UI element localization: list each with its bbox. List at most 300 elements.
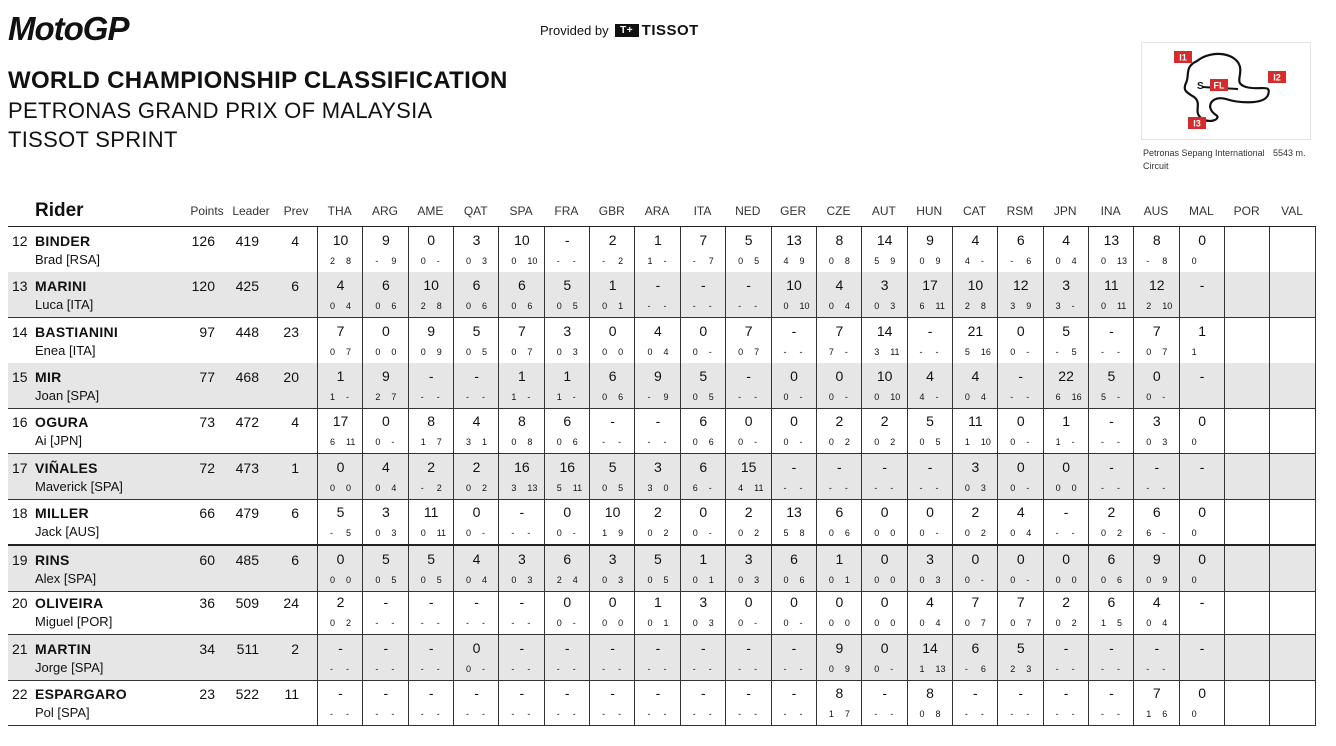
gp-feature-points: - — [1026, 575, 1030, 586]
gp-sprint-points: - — [602, 663, 606, 674]
gp-feature-points: - — [1071, 663, 1075, 674]
gp-sprint-points: 0 — [1010, 482, 1016, 493]
gp-feature-points: 9 — [1026, 301, 1032, 312]
gp-feature-points: - — [572, 256, 576, 266]
gp-race-points: - — [746, 685, 751, 701]
gp-result-cell — [997, 318, 1043, 363]
rider-first-name: Maverick [SPA] — [35, 478, 123, 494]
gp-sprint-points: 0 — [1055, 618, 1061, 629]
gp-sprint-points: 6 — [919, 301, 925, 312]
gp-race-points: 1 — [517, 367, 526, 384]
gp-race-points: 10 — [423, 277, 439, 294]
gp-result-cell — [1269, 318, 1316, 363]
rider-first-name: Ai [JPN] — [35, 433, 82, 449]
gp-sprint-points: - — [375, 618, 379, 629]
gp-result-cell — [1133, 546, 1179, 591]
rider-gap-prev: 20 — [283, 368, 299, 385]
gp-result-cell — [1043, 635, 1089, 680]
gp-race-points: 4 — [1062, 232, 1070, 248]
gp-sprint-points: 1 — [919, 663, 925, 674]
gp-race-points: 0 — [563, 503, 572, 520]
gp-result-cell — [1224, 318, 1270, 363]
gp-result-cell — [544, 272, 590, 317]
svg-text:I3: I3 — [1193, 118, 1201, 129]
rider-points: 34 — [199, 640, 215, 657]
column-header-gp: CZE — [826, 204, 851, 218]
gp-race-points: 8 — [427, 413, 436, 430]
gp-result-cell — [317, 227, 363, 272]
gp-race-points: 6 — [790, 551, 798, 568]
gp-sprint-points: - — [692, 256, 696, 266]
gp-feature-points: - — [980, 256, 984, 266]
gp-result-cell — [1269, 408, 1316, 453]
gp-result-cell — [544, 680, 590, 725]
gp-feature-points: 0 — [890, 575, 896, 586]
gp-race-points: 2 — [336, 594, 345, 611]
gp-result-cell — [1179, 680, 1225, 725]
gp-race-points: - — [564, 639, 570, 656]
gp-race-points: 13 — [786, 503, 802, 520]
gp-feature-points: - — [799, 482, 803, 493]
gp-result-cell — [725, 499, 771, 544]
gp-race-points: 5 — [608, 458, 617, 475]
gp-result-cell — [453, 318, 499, 363]
gp-sprint-points: 0 — [647, 575, 653, 586]
gp-result-cell — [1133, 680, 1179, 725]
gp-sprint-points: - — [692, 709, 696, 719]
gp-result-cell — [725, 227, 771, 272]
gp-race-points: 9 — [835, 639, 844, 656]
gp-feature-points: - — [1071, 709, 1075, 719]
gp-race-points: - — [927, 322, 933, 339]
rider-points: 72 — [199, 459, 215, 476]
gp-feature-points: 5 — [618, 482, 624, 493]
gp-result-cell — [771, 589, 817, 634]
gp-race-points: - — [746, 639, 751, 656]
gp-result-cell — [634, 272, 680, 317]
gp-feature-points: 1 — [708, 575, 714, 586]
gp-sprint-points: - — [1055, 663, 1059, 674]
gp-race-points: 7 — [1152, 685, 1161, 701]
rider-last-name: OGURA — [35, 414, 89, 431]
gp-result-cell — [816, 546, 862, 591]
gp-result-cell — [498, 363, 544, 408]
gp-race-points: 0 — [1016, 322, 1025, 339]
gp-result-cell — [1179, 635, 1225, 680]
table-row — [8, 635, 1316, 681]
gp-result-cell — [725, 408, 771, 453]
gp-race-points: 10 — [332, 232, 349, 248]
gp-sprint-points: 0 — [828, 618, 834, 629]
rider-position: 13 — [12, 278, 28, 295]
gp-result-cell — [1133, 227, 1179, 272]
gp-sprint-points: 0 — [602, 391, 608, 402]
gp-feature-points: 3 — [708, 618, 714, 629]
gp-race-points: 14 — [922, 639, 938, 656]
gp-result-cell — [771, 454, 817, 499]
gp-sprint-points: 0 — [375, 437, 381, 448]
gp-sprint-points: - — [420, 709, 424, 719]
gp-result-cell — [1179, 589, 1225, 634]
gp-sprint-points: 0 — [1055, 256, 1061, 266]
gp-sprint-points: 2 — [556, 575, 562, 586]
rider-last-name: MIR — [35, 368, 62, 385]
gp-race-points: 5 — [699, 367, 708, 384]
gp-race-points: - — [1109, 458, 1114, 475]
gp-race-points: 12 — [1149, 277, 1165, 294]
gp-race-points: 12 — [1012, 277, 1029, 294]
gp-race-points: 6 — [1107, 594, 1116, 611]
gp-sprint-points: 0 — [738, 437, 744, 448]
gp-result-cell — [1088, 227, 1134, 272]
gp-sprint-points: 1 — [556, 391, 562, 402]
gp-race-points: - — [519, 639, 525, 656]
gp-feature-points: - — [1116, 663, 1120, 674]
gp-race-points: 2 — [472, 458, 481, 475]
gp-result-cell — [544, 318, 590, 363]
svg-text:S: S — [1197, 81, 1204, 92]
gp-race-points: - — [655, 639, 661, 656]
gp-feature-points: - — [527, 527, 531, 538]
rider-position: 18 — [12, 504, 28, 521]
gp-race-points: 0 — [1198, 503, 1207, 520]
gp-result-cell — [589, 318, 635, 363]
gp-result-cell — [680, 272, 726, 317]
gp-race-points: 6 — [835, 503, 844, 520]
gp-race-points: 6 — [563, 551, 572, 568]
gp-sprint-points: 0 — [1055, 575, 1061, 586]
gp-race-points: 16 — [559, 458, 576, 475]
gp-race-points: 4 — [926, 594, 934, 611]
gp-race-points: - — [746, 277, 751, 294]
gp-race-points: 0 — [336, 551, 345, 568]
gp-feature-points: - — [935, 527, 939, 538]
gp-race-points: - — [1154, 639, 1160, 656]
gp-race-points: 1 — [336, 367, 345, 384]
rider-position: 15 — [12, 368, 28, 385]
gp-race-points: 4 — [926, 367, 934, 384]
gp-feature-points: 8 — [1162, 256, 1168, 266]
gp-feature-points: 2 — [754, 527, 760, 538]
gp-feature-points: 4 — [663, 346, 669, 357]
gp-sprint-points: 0 — [420, 346, 426, 357]
gp-race-points: - — [428, 367, 434, 384]
gp-feature-points: - — [346, 391, 349, 402]
rider-last-name: BASTIANINI — [35, 323, 119, 340]
gp-race-points: 2 — [971, 503, 980, 520]
gp-feature-points: - — [754, 663, 758, 674]
gp-sprint-points: 0 — [919, 709, 925, 719]
gp-race-points: 0 — [608, 322, 617, 339]
gp-feature-points: 11 — [935, 301, 945, 312]
gp-race-points: 3 — [381, 503, 390, 520]
gp-race-points: 7 — [1016, 594, 1025, 611]
gp-sprint-points: 6 — [1146, 527, 1152, 538]
gp-feature-points: 9 — [844, 663, 850, 674]
gp-race-points: 7 — [835, 322, 844, 339]
gp-sprint-points: 0 — [1100, 527, 1106, 538]
gp-result-cell — [1088, 546, 1134, 591]
gp-feature-points: 11 — [572, 482, 583, 493]
gp-sprint-points: 0 — [1010, 618, 1016, 629]
gp-result-cell — [408, 363, 454, 408]
gp-race-points: 22 — [1058, 367, 1074, 384]
gp-result-cell — [816, 680, 862, 725]
gp-result-cell — [317, 408, 363, 453]
gp-result-cell — [408, 546, 454, 591]
gp-result-cell — [1088, 363, 1134, 408]
gp-result-cell — [589, 272, 635, 317]
gp-result-cell — [816, 318, 862, 363]
gp-sprint-points: 0 — [556, 437, 562, 448]
gp-result-cell — [1224, 635, 1270, 680]
gp-race-points: - — [564, 685, 570, 701]
gp-feature-points: - — [436, 391, 440, 402]
gp-feature-points: 5 — [708, 391, 714, 402]
gp-feature-points: 16 — [1071, 391, 1082, 402]
gp-result-cell — [544, 363, 590, 408]
gp-feature-points: 6 — [482, 301, 488, 312]
gp-feature-points: 2 — [618, 256, 624, 266]
gp-sprint-points: 1 — [1146, 709, 1152, 719]
gp-result-cell — [498, 318, 544, 363]
rider-gap-leader: 522 — [235, 686, 259, 702]
gp-result-cell — [997, 546, 1043, 591]
gp-feature-points: 4 — [980, 391, 986, 402]
gp-sprint-points: 0 — [783, 618, 789, 629]
gp-result-cell — [317, 363, 363, 408]
gp-sprint-points: - — [420, 482, 424, 493]
gp-feature-points: - — [708, 301, 712, 312]
gp-race-points: 2 — [835, 413, 844, 430]
gp-sprint-points: 5 — [874, 256, 880, 266]
gp-sprint-points: 0 — [1191, 575, 1197, 586]
gp-feature-points: 6 — [980, 663, 986, 674]
gp-race-points: 0 — [1016, 551, 1025, 568]
gp-result-cell — [589, 546, 635, 591]
gp-result-cell — [1224, 680, 1270, 725]
gp-race-points: 3 — [517, 551, 526, 568]
gp-result-cell — [997, 680, 1043, 725]
gp-feature-points: 0 — [663, 482, 669, 493]
gp-feature-points: - — [482, 618, 486, 629]
column-header-gp: NED — [735, 204, 761, 218]
gp-result-cell — [1269, 635, 1316, 680]
gp-feature-points: - — [391, 618, 395, 629]
gp-feature-points: - — [935, 346, 939, 357]
gp-race-points: - — [1199, 277, 1205, 294]
gp-sprint-points: - — [1055, 346, 1059, 357]
gp-sprint-points: 0 — [602, 482, 608, 493]
gp-race-points: 0 — [427, 232, 436, 248]
gp-sprint-points: - — [1146, 256, 1150, 266]
gp-sprint-points: - — [738, 663, 742, 674]
gp-sprint-points: - — [1055, 709, 1059, 719]
rider-position: 16 — [12, 414, 28, 431]
gp-sprint-points: - — [783, 709, 787, 719]
gp-result-cell — [498, 408, 544, 453]
gp-feature-points: - — [799, 709, 803, 719]
gp-feature-points: - — [1026, 391, 1030, 402]
gp-race-points: 9 — [427, 322, 436, 339]
gp-race-points: - — [1109, 685, 1114, 701]
gp-result-cell — [861, 635, 907, 680]
rider-gap-leader: 448 — [235, 323, 259, 340]
gp-sprint-points: 0 — [1055, 482, 1061, 493]
column-header-gp: POR — [1233, 204, 1260, 218]
gp-sprint-points: 1 — [1191, 346, 1197, 357]
gp-result-cell — [453, 454, 499, 499]
column-header-gp: ITA — [693, 204, 712, 218]
gp-result-cell — [725, 454, 771, 499]
gp-race-points: - — [746, 367, 751, 384]
rider-first-name: Luca [ITA] — [35, 297, 94, 313]
gp-sprint-points: - — [738, 391, 742, 402]
gp-sprint-points: 0 — [466, 482, 472, 493]
column-header-leader: Leader — [232, 204, 270, 218]
gp-race-points: 0 — [1198, 232, 1207, 248]
gp-feature-points: 10 — [890, 391, 901, 402]
gp-result-cell — [453, 408, 499, 453]
gp-result-cell — [861, 680, 907, 725]
gp-result-cell — [861, 589, 907, 634]
column-header-gp: INA — [1100, 204, 1121, 218]
gp-result-cell — [362, 635, 408, 680]
gp-race-points: - — [1018, 367, 1024, 384]
gp-result-cell — [861, 408, 907, 453]
gp-result-cell — [453, 363, 499, 408]
gp-race-points: - — [1018, 685, 1024, 701]
gp-result-cell — [1133, 363, 1179, 408]
gp-sprint-points: 3 — [1010, 301, 1016, 312]
gp-race-points: 3 — [744, 551, 753, 568]
gp-result-cell — [816, 227, 862, 272]
gp-feature-points: 0 — [890, 527, 896, 538]
gp-race-points: 6 — [699, 458, 708, 475]
gp-sprint-points: 0 — [330, 618, 336, 629]
gp-result-cell — [317, 589, 363, 634]
gp-sprint-points: 0 — [330, 346, 336, 357]
circuit-map — [1141, 42, 1311, 140]
gp-sprint-points: 0 — [330, 482, 336, 493]
gp-race-points: 0 — [472, 503, 481, 520]
gp-race-points: - — [383, 685, 389, 701]
gp-result-cell — [589, 454, 635, 499]
gp-feature-points: 2 — [1116, 527, 1122, 538]
gp-result-cell — [589, 635, 635, 680]
gp-feature-points: - — [799, 346, 803, 357]
gp-feature-points: 5 — [663, 575, 669, 586]
gp-feature-points: 4 — [346, 301, 352, 312]
table-row — [8, 363, 1316, 409]
gp-sprint-points: 1 — [1100, 618, 1106, 629]
rider-gap-leader: 473 — [235, 459, 259, 476]
gp-result-cell — [1179, 227, 1225, 272]
rider-gap-leader: 472 — [235, 414, 259, 431]
sponsor-logo — [615, 22, 699, 39]
gp-result-cell — [1179, 546, 1225, 591]
gp-feature-points: 0 — [1071, 482, 1077, 493]
gp-race-points: 0 — [1062, 458, 1070, 475]
gp-sprint-points: - — [647, 709, 651, 719]
gp-race-points: 5 — [381, 551, 390, 568]
gp-race-points: 6 — [472, 277, 481, 294]
gp-feature-points: - — [1116, 346, 1120, 357]
gp-feature-points: 10 — [980, 437, 991, 448]
gp-feature-points: 3 — [572, 346, 578, 357]
gp-feature-points: 4 — [1071, 256, 1077, 266]
gp-result-cell — [1088, 318, 1134, 363]
gp-sprint-points: 0 — [556, 346, 562, 357]
gp-result-cell — [771, 363, 817, 408]
gp-race-points: - — [519, 503, 525, 520]
gp-result-cell — [952, 408, 998, 453]
gp-race-points: 8 — [926, 685, 934, 701]
gp-result-cell — [634, 408, 680, 453]
column-header-gp: SPA — [509, 204, 533, 218]
gp-result-cell — [1269, 363, 1316, 408]
gp-feature-points: - — [346, 663, 349, 674]
gp-race-points: 4 — [472, 413, 481, 430]
gp-feature-points: - — [708, 346, 712, 357]
gp-feature-points: - — [799, 663, 803, 674]
gp-race-points: - — [1109, 639, 1114, 656]
gp-feature-points: - — [346, 709, 349, 719]
gp-sprint-points: - — [375, 709, 379, 719]
gp-sprint-points: 0 — [692, 391, 698, 402]
gp-feature-points: 3 — [935, 575, 941, 586]
gp-feature-points: 7 — [436, 437, 442, 448]
gp-result-cell — [997, 499, 1043, 544]
gp-feature-points: 9 — [618, 527, 624, 538]
gp-feature-points: - — [572, 709, 576, 719]
gp-feature-points: - — [663, 301, 667, 312]
gp-result-cell — [362, 499, 408, 544]
gp-result-cell — [771, 546, 817, 591]
rider-gap-prev: 6 — [291, 278, 299, 295]
gp-race-points: 1 — [835, 551, 844, 568]
gp-race-points: 1 — [1062, 413, 1070, 430]
column-header-rider: Rider — [35, 200, 84, 221]
gp-feature-points: - — [436, 663, 440, 674]
gp-sprint-points: 0 — [1146, 346, 1152, 357]
gp-feature-points: 0 — [1071, 575, 1077, 586]
gp-sprint-points: - — [420, 618, 424, 629]
gp-feature-points: 3 — [1026, 663, 1032, 674]
gp-feature-points: 3 — [754, 575, 760, 586]
gp-feature-points: 7 — [844, 709, 850, 719]
gp-race-points: 11 — [423, 503, 439, 520]
gp-sprint-points: - — [1010, 391, 1014, 402]
gp-feature-points: 5 — [391, 575, 397, 586]
gp-feature-points: 4 — [935, 618, 941, 629]
gp-result-cell — [725, 272, 771, 317]
gp-race-points: 21 — [967, 322, 984, 339]
gp-sprint-points: 0 — [828, 256, 834, 266]
gp-race-points: 0 — [880, 551, 889, 568]
gp-feature-points: 5 — [436, 575, 442, 586]
gp-feature-points: 6 — [708, 437, 714, 448]
gp-feature-points: 4 — [1162, 618, 1168, 629]
gp-feature-points: - — [482, 663, 486, 674]
gp-feature-points: 11 — [436, 527, 447, 538]
gp-result-cell — [1224, 363, 1270, 408]
rider-last-name: ESPARGARO — [35, 686, 127, 702]
gp-race-points: 3 — [971, 458, 980, 475]
gp-race-points: 8 — [835, 685, 844, 701]
gp-race-points: - — [882, 458, 888, 475]
gp-feature-points: 0 — [346, 575, 352, 586]
